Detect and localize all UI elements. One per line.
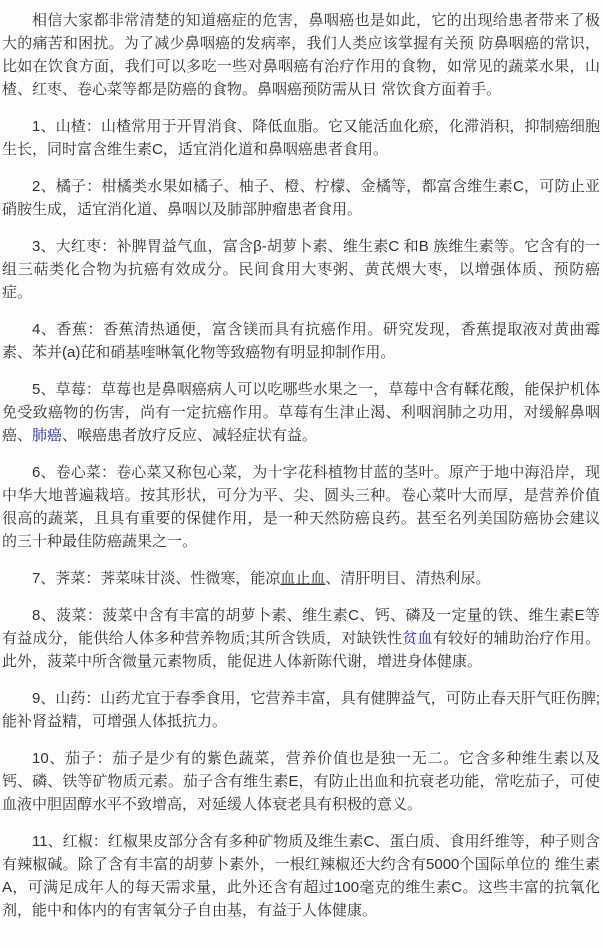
item-11-red-pepper [2, 830, 600, 922]
text-run: 1、山楂：山楂常用于开胃消食、降低血脂。它又能活血化瘀，化滞消积，抑制癌细胞生长，同时富含维生素C，适宜消化道和鼻咽癌患者食用。 [2, 118, 600, 158]
text-run: 2、橘子：柑橘类水果如橘子、柚子、橙、柠檬、金橘等，都富含维生素C，可防止亚硝胺生成，适宜消化道、鼻咽以及肺部肿瘤患者食用。 [2, 178, 600, 218]
text-run: 、清肝明目、清热利尿。 [325, 570, 491, 587]
item-2-orange [2, 175, 600, 221]
item-4-banana [2, 318, 600, 364]
text-run: 11、红椒：红椒果皮部分含有多种矿物质及维生素C、蛋白质、食用纤维等，种子则含有辣椒碱。除了含有丰富的胡萝卜素外，一根红辣椒还大约含有5000个国际单位的 维生素A，可满足成年人的每天需求量，此外还含有超过100毫克的维生素C。这些丰富的抗氧化剂，能中和体内的有害氧分子自由基，有益于人体健康。 [2, 833, 600, 919]
article-body [2, 9, 600, 922]
item-5-strawberry [2, 378, 600, 447]
item-8-spinach [2, 604, 600, 673]
lung-cancer-link[interactable]: 肺癌 [32, 427, 63, 444]
text-run: 6、卷心菜：卷心菜又称包心菜，为十字花科植物甘蓝的茎叶。原产于地中海沿岸，现中华大地普遍栽培。按其形状，可分为平、尖、圆头三种。卷心菜叶大而厚，是营养价值很高的蔬菜，且具有重要的保健作用，是一种天然防癌良药。甚至名列美国防癌协会建议的三十种最佳防癌蔬果之一。 [2, 464, 600, 550]
text-run: 9、山药：山药尤宜于春季食用，它营养丰富，具有健脾益气，可防止春天肝气旺伤脾;能补肾益精，可增强人体抵抗力。 [2, 690, 600, 730]
text-run: 相信大家都非常清楚的知道癌症的危害，鼻咽癌也是如此，它的出现给患者带来了极大的痛苦和困扰。为了减少鼻咽癌的发病率，我们人类应该掌握有关预 防鼻咽癌的常识，比如在饮食方面，我们可以多吃一些对鼻咽癌有治疗作用的食物，如常见的蔬菜水果，山楂、红枣、卷心菜等都是防癌的食物。鼻咽癌预防需从日 常饮食方面着手。 [2, 12, 600, 98]
text-run: 有较好的辅助治疗作用。此外，菠菜中所含微量元素物质，能促进人体新陈代谢，增进身体健康。 [2, 630, 600, 670]
text-run: 7、荠菜：荠菜味甘淡、性微寒，能凉 [32, 570, 281, 587]
item-3-red-date [2, 235, 600, 304]
text-run: 5、草莓：草莓也是鼻咽癌病人可以吃哪些水果之一，草莓中含有鞣花酸，能保护机体免受致癌物的伤害，尚有一定抗癌作用。草莓有生津止渴、利咽润肺之功用，对缓解鼻咽癌、 [2, 381, 600, 444]
item-6-cabbage [2, 461, 600, 553]
hemostasis-link[interactable]: 血止血 [280, 570, 326, 587]
text-run: 10、茄子：茄子是少有的紫色蔬菜，营养价值也是独一无二。它含多种维生素以及钙、磷、铁等矿物质元素。茄子含有维生素E，有防止出血和抗衰老功能，常吃茄子，可使血液中胆固醇水平不致增高，对延缓人体衰老具有积极的意义。 [2, 750, 600, 813]
text-run: 3、大红枣：补脾胃益气血，富含β-胡萝卜素、维生素C 和B 族维生素等。它含有的一组三萜类化合物为抗癌有效成分。民间食用大枣粥、黄芪煨大枣，以增强体质、预防癌症。 [2, 238, 600, 301]
item-7-shepherds-purse [2, 567, 600, 590]
item-9-chinese-yam [2, 687, 600, 733]
item-10-eggplant [2, 747, 600, 816]
text-run: 、喉癌患者放疗反应、减轻症状有益。 [62, 427, 318, 444]
item-1-hawthorn [2, 115, 600, 161]
anemia-link[interactable]: 贫血 [402, 630, 433, 647]
intro-paragraph [2, 9, 600, 101]
text-run: 4、香蕉：香蕉清热通便，富含镁而具有抗癌作用。研究发现，香蕉提取液对黄曲霉素、苯并(a)芘和硝基喹啉氧化物等致癌物有明显抑制作用。 [2, 321, 600, 361]
text-run: 8、菠菜：菠菜中含有丰富的胡萝卜素、维生素C、钙、磷及一定量的铁、维生素E等有益成分，能供给人体多种营养物质;其所含铁质，对缺铁性 [2, 607, 600, 647]
